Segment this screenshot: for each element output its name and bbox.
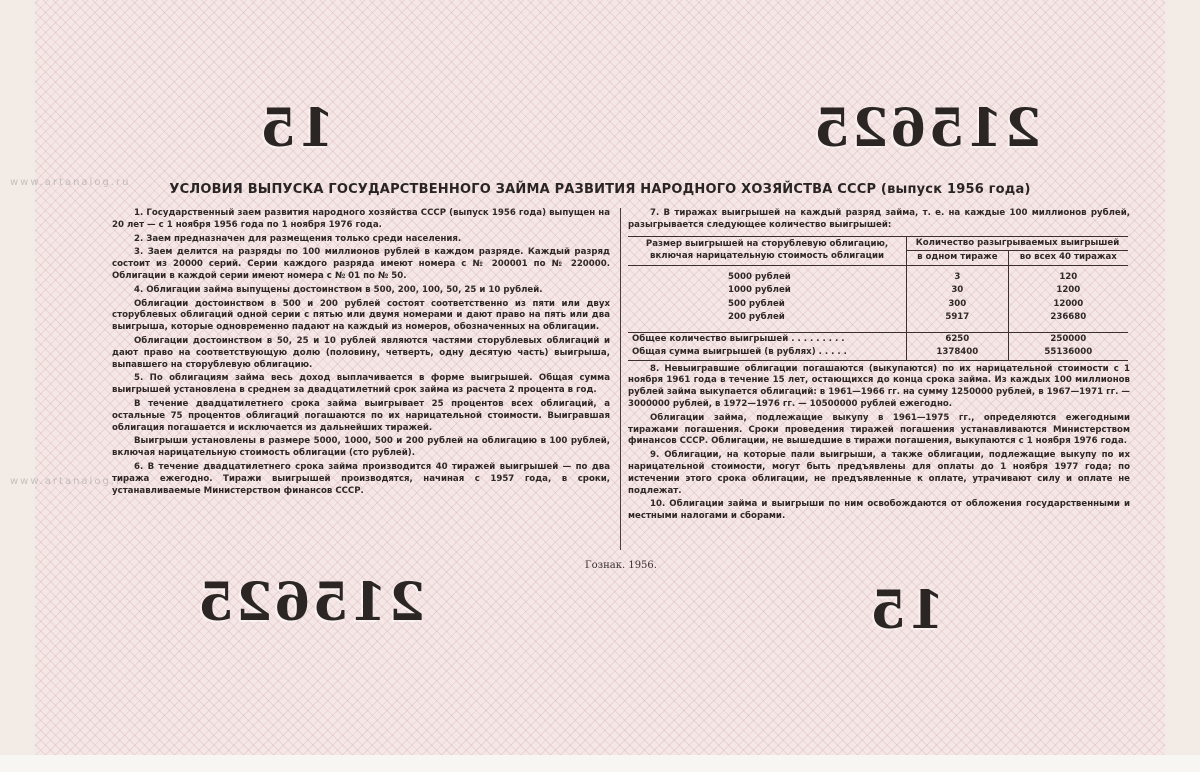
bond-number-bottom-left: 215625 [196, 572, 426, 633]
paragraph-6: 6. В течение двадцатилетнего срока займа производится 40 тиражей выигрышей — по два тиража ежегодно. Тиражи выигрышей производятся, начиная с 1957 года, в сроки, устанавливаемые Министерством финансов СССР. [112, 461, 610, 496]
paragraph-5b: Выигрыши установлены в размере 5000, 1000, 500 и 200 рублей на облигацию в 100 рублей, включая нарицательную стоимость облигации (сто рублей). [112, 436, 610, 459]
prize-all-draws: 120 [1008, 265, 1128, 284]
prize-one-draw: 300 [907, 298, 1009, 312]
prize-size-header: Размер выигрышей на сторублевую облигацию, включая нарицательную стоимость облигации [628, 236, 907, 265]
prize-one-draw: 30 [907, 284, 1009, 298]
table-row [628, 284, 1128, 298]
paragraph-1: 1. Государственный заем развития народного хозяйства СССР (выпуск 1956 года) выпущен на 20 лет — с 1 ноября 1956 года по 1 ноября 1976 года. [112, 208, 610, 230]
total-sum-label: Общая сумма выигрышей (в рублях) . . . . . [628, 346, 907, 360]
total-count-label: Общее количество выигрышей . . . . . . . . . [628, 332, 907, 346]
paragraph-4: 4. Облигации займа выпущены достоинством в 500, 200, 100, 50, 25 и 10 рублей. [134, 284, 543, 295]
all-draws-header: во всех 40 тиражах [1008, 251, 1128, 266]
prize-table [628, 236, 1128, 361]
paragraph-8: 8. Невыигравшие облигации погашаются (выкупаются) по их нарицательной стоимости с 1 ноября 1961 года в течение 15 лет, остающихся до конца срока займа. Из каждых 100 миллионов рублей займа выкупается облигаций: в 1961—1966 гг. на сумму 1250000 рублей, в 1967—1971 гг. — 3000000 рублей, в 1972—1976 гг. — 10500000 рублей ежегодно. [628, 363, 1130, 409]
paragraph-3: 3. Заем делится на разряды по 100 миллионов рублей в каждом разряде. Каждый разряд состоит из 20000 серий. Серии каждого разряда имеют номера с № 200001 по № 220000. Облигации в каждой серии имеют номера с № 01 по № 50. [112, 247, 610, 281]
total-count-all: 250000 [1008, 332, 1128, 346]
right-column [628, 208, 1130, 525]
table-row [628, 311, 1128, 332]
prize-all-draws: 12000 [1008, 298, 1128, 312]
paragraph-5: 5. По облигациям займа весь доход выплачивается в форме выигрышей. Общая сумма выигрышей установлена в среднем за двадцатилетний срок займа из расчета 2 процента в год. [112, 373, 610, 396]
prize-label: 200 рублей [728, 312, 785, 323]
column-divider [620, 208, 621, 550]
left-column [112, 208, 610, 499]
total-count-row [628, 332, 1128, 346]
paragraph-8a: Облигации займа, подлежащие выкупу в 1961—1975 гг., определяются ежегодными тиражами погашения. Сроки проведения тиражей погашения устанавливаются Министерством финансов СССР. Облигации, не вышедшие в тиражи погашения, выкупаются с 1 ноября 1976 года. [628, 412, 1130, 447]
paragraph-9: 9. Облигации, на которые пали выигрыши, а также облигации, подлежащие выкупу по их нарицательной стоимости, могут быть предъявлены для оплаты до 1 ноября 1977 года; по истечении этого срока облигации, не предъявленные к оплате, утрачивают силу и оплате не подлежат. [628, 450, 1130, 496]
prize-one-draw: 3 [907, 265, 1009, 284]
paragraph-5a: В течение двадцатилетнего срока займа выигрывает 25 процентов всех облигаций, а остальные 75 процентов облигаций погашаются по их нарицательной стоимости. Выигравшая облигация погашается и исключается из дальнейших тиражей. [112, 398, 610, 433]
paragraph-2: 2. Заем предназначен для размещения только среди населения. [134, 233, 462, 244]
prize-one-draw: 5917 [907, 311, 1009, 332]
watermark-text: www.artanalog.ru [10, 177, 131, 188]
total-sum-one: 1378400 [907, 346, 1009, 360]
conditions-title: УСЛОВИЯ ВЫПУСКА ГОСУДАРСТВЕННОГО ЗАЙМА РАЗВИТИЯ НАРОДНОГО ХОЗЯЙСТВА СССР (выпуск 1956 года) [169, 182, 1031, 197]
paragraph-4b: Облигации достоинством в 50, 25 и 10 рублей являются частями сторублевых облигаций и дают право на соответствующую долю (половину, четверть, одну десятую часть) выигрыша, выпавшего на сторублевую облигацию. [112, 335, 610, 370]
series-number-top-left: 15 [258, 98, 335, 159]
paragraph-4a: Облигации достоинством в 500 и 200 рублей состоят соответственно из пяти или двух сторублевых облигаций одной серии с пятью или двумя номерами и дают право на пять или два выигрыша, которые одновременно падают на каждый из номеров, обозначенных на облигации. [112, 298, 610, 333]
prize-count-header: Количество разыгрываемых выигрышей [907, 236, 1129, 251]
watermark-text: www.artanalog.ru [10, 476, 131, 487]
printer-mark: Гознак. 1956. [585, 560, 657, 571]
total-count-one: 6250 [907, 332, 1009, 346]
prize-label: 5000 рублей [728, 271, 791, 282]
table-row [628, 265, 1128, 284]
paragraph-10: 10. Облигации займа и выигрыши по ним освобождаются от обложения государственными и местными налогами и сборами. [628, 499, 1130, 522]
total-sum-row [628, 346, 1128, 360]
prize-all-draws: 1200 [1008, 284, 1128, 298]
prize-label: 500 рублей [728, 298, 785, 309]
one-draw-header: в одном тираже [907, 251, 1009, 266]
series-number-bottom-right: 15 [868, 580, 945, 641]
bottom-strip [0, 755, 1200, 772]
total-sum-all: 55136000 [1008, 346, 1128, 360]
prize-label: 1000 рублей [728, 285, 791, 296]
paragraph-7: 7. В тиражах выигрышей на каждый разряд займа, т. е. на каждые 100 миллионов рублей, разыгрывается следующее количество выигрышей: [628, 208, 1130, 230]
bond-number-top-right: 215625 [812, 98, 1042, 159]
table-row [628, 298, 1128, 312]
prize-all-draws: 236680 [1008, 311, 1128, 332]
